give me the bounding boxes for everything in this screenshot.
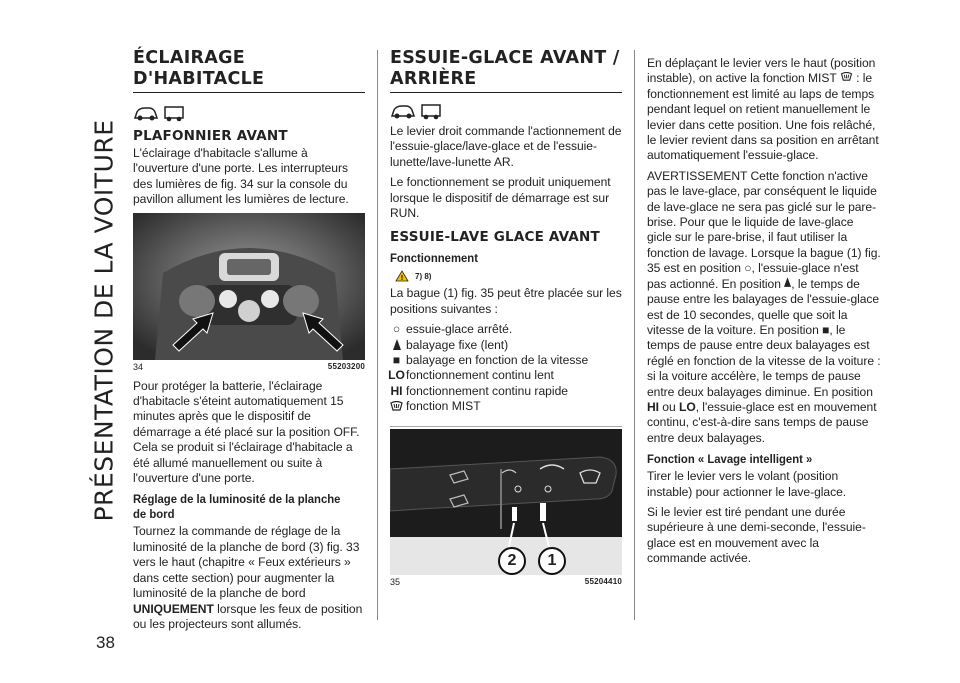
figure-caption [133, 362, 365, 372]
vehicle-pictograms [133, 102, 365, 124]
section-title-vertical: PRÉSENTATION DE LA VOITURE [89, 118, 119, 522]
van-pictogram-icon [420, 102, 442, 120]
callout-2: 2 [498, 547, 526, 575]
lo-label: LO [388, 368, 405, 383]
subsection-heading: PLAFONNIER AVANT [133, 128, 288, 144]
car-pictogram-icon [390, 102, 416, 120]
callout-1: 1 [538, 547, 566, 575]
warning-triangle-icon [395, 270, 409, 282]
list-item: balayage fixe (lent) [390, 338, 622, 353]
figure-35-wiper-lever [390, 429, 622, 575]
vehicle-pictograms [390, 100, 622, 122]
list-item: LO fonctionnement continu lent [388, 368, 554, 383]
paragraph: Le levier droit commande l'actionnement de l'essuie-glace/lave-glace et de l'essuie-lunette/lave-lunette AR. [390, 124, 622, 169]
list-item: ■ balayage en fonction de la vitesse [390, 353, 622, 368]
figure-caption [390, 577, 622, 587]
paragraph: AVERTISSEMENT Cette fonction n'active pas le lave-glace, par conséquent le liquide de lave-glace ne sera pas giclé sur le pare-brise. Pour que le liquide de lave-glace gicle sur le pare-brise, il faut utiliser la fonction de lavage. Lorsque la bague (1) fig. 35 est en position ○, l'essuie-glace n'est pas actionné. En position , le temps de pause entre les balayages de l'essuie-glace est de 10 secondes, quelle que soit la vitesse de la voiture. En position ■, le temps de pause entre deux balayages est réglé en fonction de la vitesse de la voiture : si la voiture accélère, le temps de pause entre deux balayages diminue. En position HI ou LO, l'essuie-glace est en mouvement continu, c'est-à-dire sans temps de pause entre deux balayages. [647, 168, 881, 445]
intermittent-drop-icon [390, 339, 403, 351]
van-pictogram-icon [163, 104, 185, 122]
paragraph: Pour protéger la batterie, l'éclairage d'habitacle s'éteint automatiquement 15 minutes après que le dispositif de démarrage a été placé sur la position OFF. Cela se produit si l'éclairage d'habitacle a été allumé manuellement ou suite à l'ouverture d'une porte. [133, 378, 360, 486]
page-number: 38 [96, 633, 115, 652]
speed-square-icon: ■ [822, 322, 830, 337]
list-item: ○ essuie-glace arrêté. [390, 322, 622, 337]
paragraph: Si le levier est tiré pendant une durée supérieure à une demi-seconde, l'essuie-glace est en mouvement avec la commande activée. [647, 504, 866, 566]
paragraph-heading: Fonctionnement [390, 251, 478, 266]
figure-34-overhead-console [133, 213, 365, 360]
list-item: HI fonctionnement continu rapide [390, 383, 569, 398]
figure-number: 34 [133, 361, 144, 372]
section-heading: ÉCLAIRAGE D'HABITACLE [133, 48, 365, 93]
paragraph: Tirer le levier vers le volant (position instable) pour actionner le lave-glace. [647, 469, 847, 499]
position-list [390, 322, 622, 414]
mist-icon [390, 401, 403, 412]
subsection-heading: ESSUIE-LAVE GLACE AVANT [390, 229, 600, 246]
column-divider [377, 50, 378, 620]
column-wipers [390, 48, 622, 594]
paragraph-heading: Fonction « Lavage intelligent » [647, 452, 813, 467]
column-wipers-continued [647, 56, 881, 572]
warning-reference: ! 7) 8) [395, 270, 622, 282]
mist-icon [840, 72, 853, 82]
column-interior-lighting [133, 48, 365, 637]
paragraph: L'éclairage d'habitacle s'allume à l'ouverture d'une porte. Les interrupteurs des lumières de fig. 34 sur la console du pavillon allument les lumières de lecture. [133, 146, 349, 207]
hi-label: HI [390, 383, 403, 398]
paragraph-heading: Réglage de la luminosité de la planche de bord [133, 492, 341, 522]
figure-code: 55204410 [584, 576, 622, 586]
svg-text:!: ! [400, 274, 404, 283]
off-circle-icon: ○ [392, 322, 401, 337]
paragraph: La bague (1) fig. 35 peut être placée sur les positions suivantes : [390, 286, 622, 316]
figure-number: 35 [390, 576, 401, 587]
off-circle-icon: ○ [744, 261, 752, 276]
paragraph: En déplaçant le levier vers le haut (position instable), on active la fonction MIST : le fonctionnement est limité au laps de temps pendant lequel on retient manuellement le levier dans cette position. Une fois relâché, le levier revient dans sa position en arrêtant automatiquement l'essuie-glace. [647, 56, 879, 163]
car-pictogram-icon [133, 104, 159, 122]
section-heading: ESSUIE-GLACE AVANT / ARRIÈRE [390, 48, 622, 93]
figure-code: 55203200 [327, 361, 365, 371]
column-divider [634, 50, 635, 620]
paragraph: Le fonctionnement se produit uniquement lorsque le dispositif de démarrage est sur RUN. [390, 175, 611, 221]
speed-square-icon: ■ [392, 353, 401, 368]
list-item: fonction MIST [390, 399, 622, 414]
paragraph: Tournez la commande de réglage de la luminosité de la planche de bord (3) fig. 33 vers le haut (chapitre « Feux extérieurs » dans cette section) pour augmenter la luminosité de la planche de bord UNIQUEMENT lorsque les feux de position ou les projecteurs sont allumés. [133, 524, 363, 631]
